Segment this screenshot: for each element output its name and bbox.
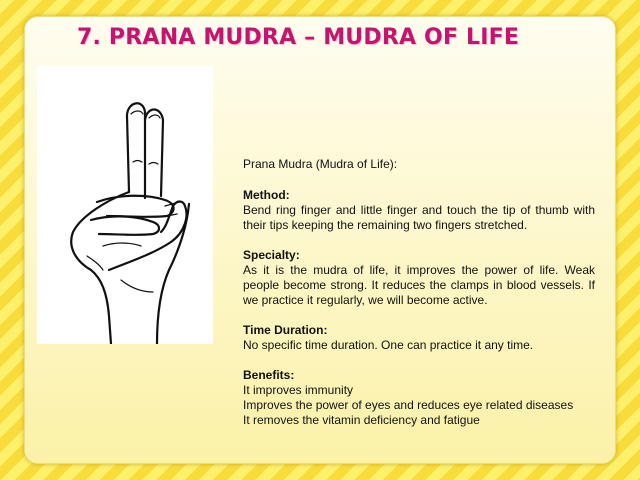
time-duration-text: No specific time duration. One can practice it any time.: [243, 338, 534, 352]
benefits-section: [243, 368, 595, 428]
specialty-text: As it is the mudra of life, it improves the power of life. Weak people become strong. It reduces the clamps in blood vessels. If we practice it regularly, we will become active.: [243, 263, 595, 307]
benefit-item: It removes the vitamin deficiency and fatigue: [243, 413, 480, 427]
specialty-heading: Specialty:: [243, 248, 300, 262]
method-text: Bend ring finger and little finger and touch the tip of thumb with their tips keeping the remaining two fingers stretched.: [243, 203, 595, 232]
method-heading: Method:: [243, 188, 290, 202]
time-duration-section: [243, 323, 595, 353]
specialty-section: [243, 248, 595, 308]
benefit-item: It improves immunity: [243, 383, 354, 397]
hand-mudra-icon: [37, 66, 213, 344]
method-section: [243, 188, 595, 233]
mudra-intro: Prana Mudra (Mudra of Life):: [243, 157, 398, 171]
slide-panel: [24, 16, 616, 464]
hand-mudra-illustration: [37, 66, 213, 344]
mudra-description: [243, 157, 595, 443]
benefit-item: Improves the power of eyes and reduces eye related diseases: [243, 398, 574, 412]
benefits-heading: Benefits:: [243, 368, 295, 382]
slide-title: 7. PRANA MUDRA – MUDRA OF LIFE: [77, 25, 520, 50]
time-duration-heading: Time Duration:: [243, 323, 328, 337]
